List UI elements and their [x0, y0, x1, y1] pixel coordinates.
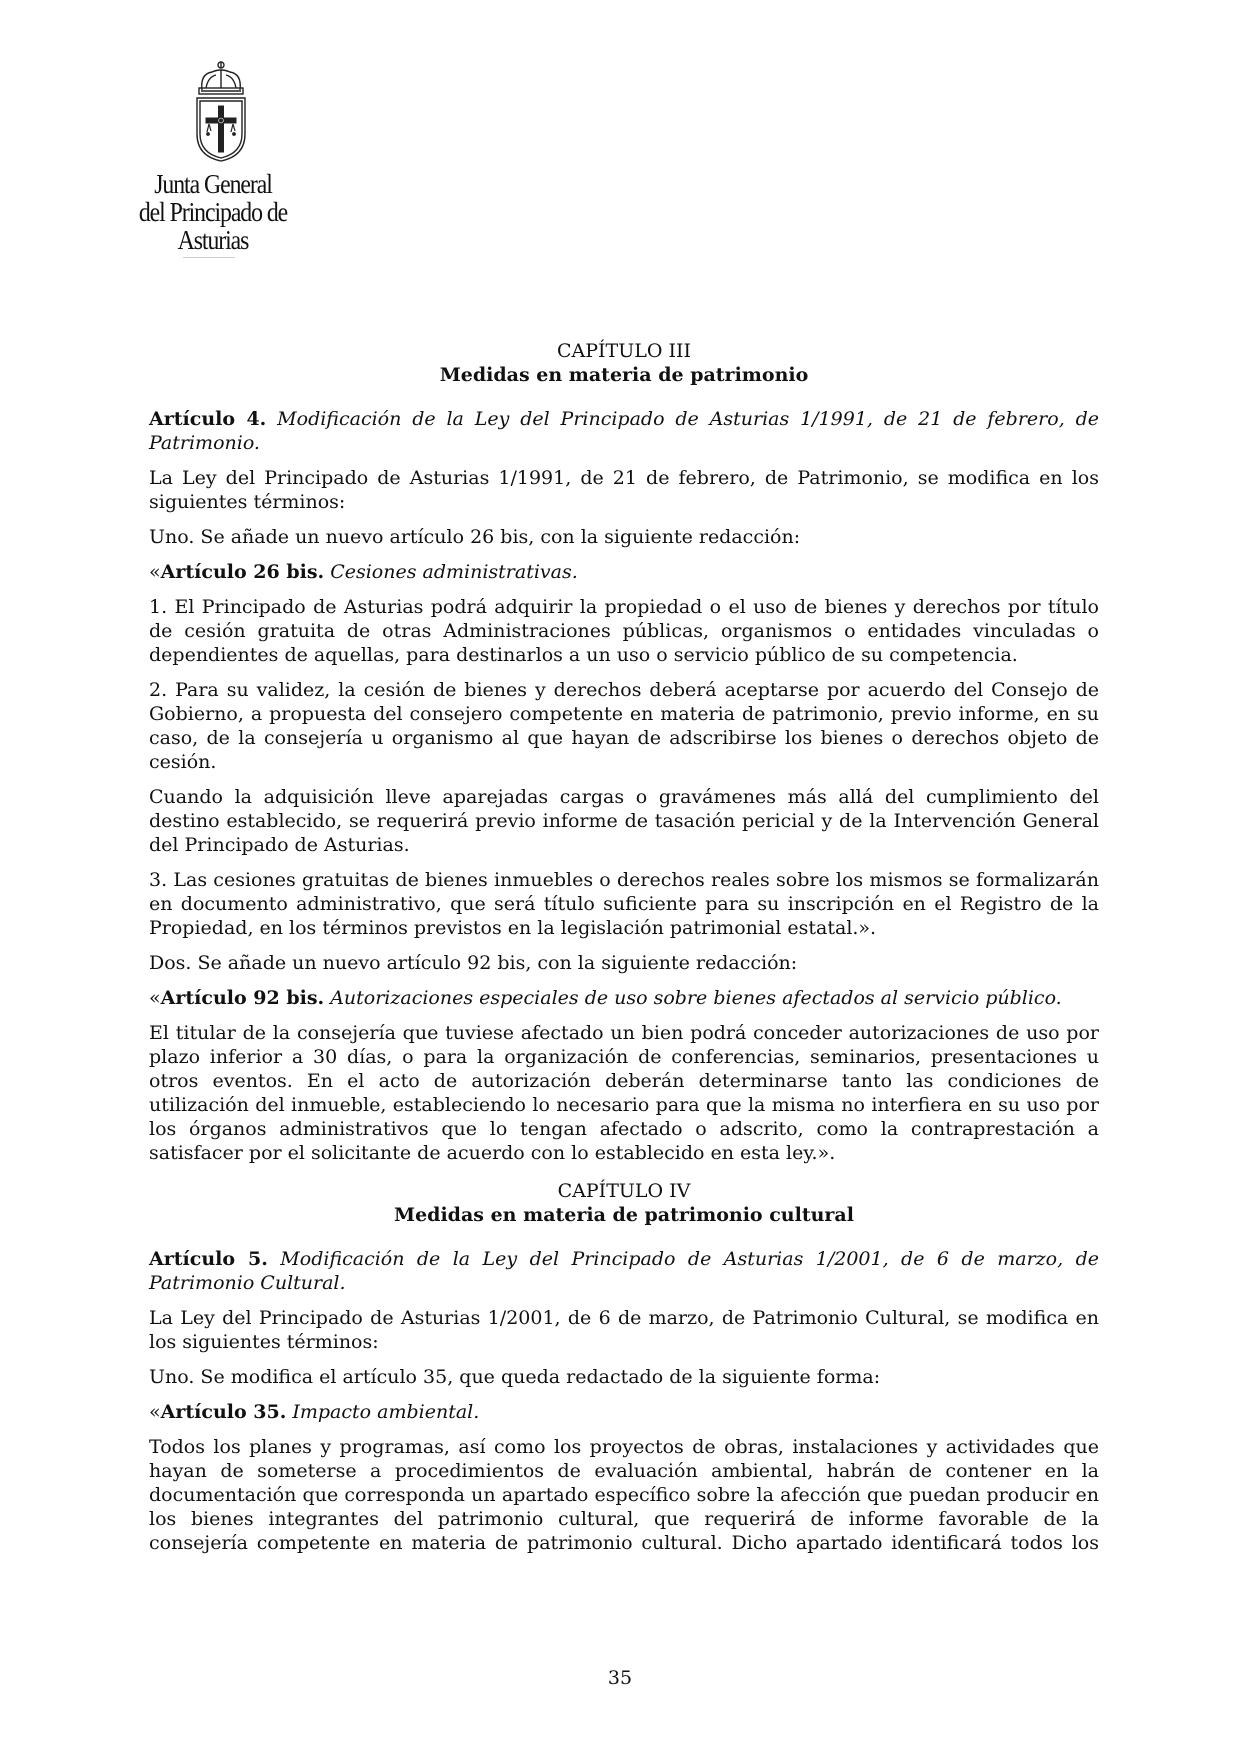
institution-name-line1: Junta General: [154, 169, 272, 199]
paragraph: El titular de la consejería que tuviese afectado un bien podrá conceder autorizaciones de uso por plazo inferior a 30 días, o para la organización de conferencias, seminarios, presentaciones u otros eventos. En el acto de autorización deberán determinarse tanto las condiciones de utilización del inmueble, estableciendo lo necesario para que la misma no interfiera en su uso por los órganos administrativos que lo tengan afectado o adscrito, como la contraprestación a satisfacer por el solicitante de acuerdo con lo establecido en esta ley.».: [149, 1022, 1099, 1164]
subarticle-heading: [149, 1400, 1099, 1424]
subarticle-heading: [149, 986, 1099, 1010]
quote-mark: «: [149, 561, 161, 583]
quote-mark: «: [149, 987, 161, 1009]
article-heading: [149, 1247, 1099, 1295]
paragraph: Dos. Se añade un nuevo artículo 92 bis, con la siguiente redacción:: [149, 952, 798, 974]
chapter-title: Medidas en materia de patrimonio cultural: [394, 1204, 854, 1226]
paragraph: Uno. Se añade un nuevo artículo 26 bis, con la siguiente redacción:: [149, 526, 801, 548]
quote-mark: «: [149, 1401, 161, 1423]
article-title: Modificación de la Ley del Principado de Asturias 1/2001, de 6 de marzo, de Patrimonio Cultural.: [149, 1248, 1099, 1294]
subarticle-title: Impacto ambiental.: [292, 1401, 480, 1423]
header-divider: [183, 257, 235, 258]
subarticle-label: Artículo 35.: [160, 1401, 287, 1423]
paragraph: Uno. Se modifica el artículo 35, que queda redactado de la siguiente forma:: [149, 1366, 881, 1388]
article-title: Modificación de la Ley del Principado de Asturias 1/1991, de 21 de febrero, de Patrimonio.: [149, 408, 1099, 454]
article-heading: [149, 407, 1099, 455]
paragraph: 3. Las cesiones gratuitas de bienes inmuebles o derechos reales sobre los mismos se formalizarán en documento administrativo, que será título suficiente para su inscripción en el Registro de la Propiedad, en los términos previstos en la legislación patrimonial estatal.».: [149, 869, 1099, 939]
paragraph: Cuando la adquisición lleve aparejadas cargas o gravámenes más allá del cumplimiento del destino establecido, se requerirá previo informe de tasación pericial y de la Intervención General del Principado de Asturias.: [149, 786, 1099, 856]
paragraph: La Ley del Principado de Asturias 1/1991, de 21 de febrero, de Patrimonio, se modifica en los siguientes términos:: [149, 467, 1099, 513]
subarticle-label: Artículo 26 bis.: [160, 561, 325, 583]
document-body: [149, 339, 1099, 1566]
article-label: Artículo 4.: [149, 408, 267, 430]
paragraph: La Ley del Principado de Asturias 1/2001, de 6 de marzo, de Patrimonio Cultural, se modifica en los siguientes términos:: [149, 1307, 1099, 1353]
subarticle-title: Autorizaciones especiales de uso sobre bienes afectados al servicio público.: [330, 987, 1062, 1009]
institution-name-line2: del Principado de Asturias: [138, 197, 288, 255]
subarticle-heading: [149, 560, 1099, 584]
subarticle-title: Cesiones administrativas.: [330, 561, 578, 583]
chapter-label: CAPÍTULO IV: [557, 1180, 691, 1202]
paragraph: 1. El Principado de Asturias podrá adquirir la propiedad o el uso de bienes y derechos por título de cesión gratuita de otras Administraciones públicas, organismos o entidades vinculadas o dependientes de aquellas, para destinarlos a un uso o servicio público de su competencia.: [149, 596, 1099, 666]
chapter-title: Medidas en materia de patrimonio: [439, 364, 809, 386]
paragraph: 2. Para su validez, la cesión de bienes y derechos deberá aceptarse por acuerdo del Consejo de Gobierno, a propuesta del consejero competente en materia de patrimonio, previo informe, en su caso, de la consejería u organismo al que hayan de adscribirse los bienes o derechos objeto de cesión.: [149, 679, 1099, 773]
page-number: 35: [607, 1667, 633, 1689]
letterhead-logo: [88, 60, 338, 254]
subarticle-label: Artículo 92 bis.: [160, 987, 325, 1009]
article-label: Artículo 5.: [149, 1248, 268, 1270]
chapter-label: CAPÍTULO III: [557, 340, 691, 362]
paragraph: Todos los planes y programas, así como los proyectos de obras, instalaciones y actividades que hayan de someterse a procedimientos de evaluación ambiental, habrán de contener en la documentación que corresponda un apartado específico sobre la afección que puedan producir en los bienes integrantes del patrimonio cultural, que requerirá de informe favorable de la consejería competente en materia de patrimonio cultural. Dicho apartado identificará todos los: [149, 1436, 1099, 1554]
coat-of-arms-icon: [192, 60, 250, 164]
